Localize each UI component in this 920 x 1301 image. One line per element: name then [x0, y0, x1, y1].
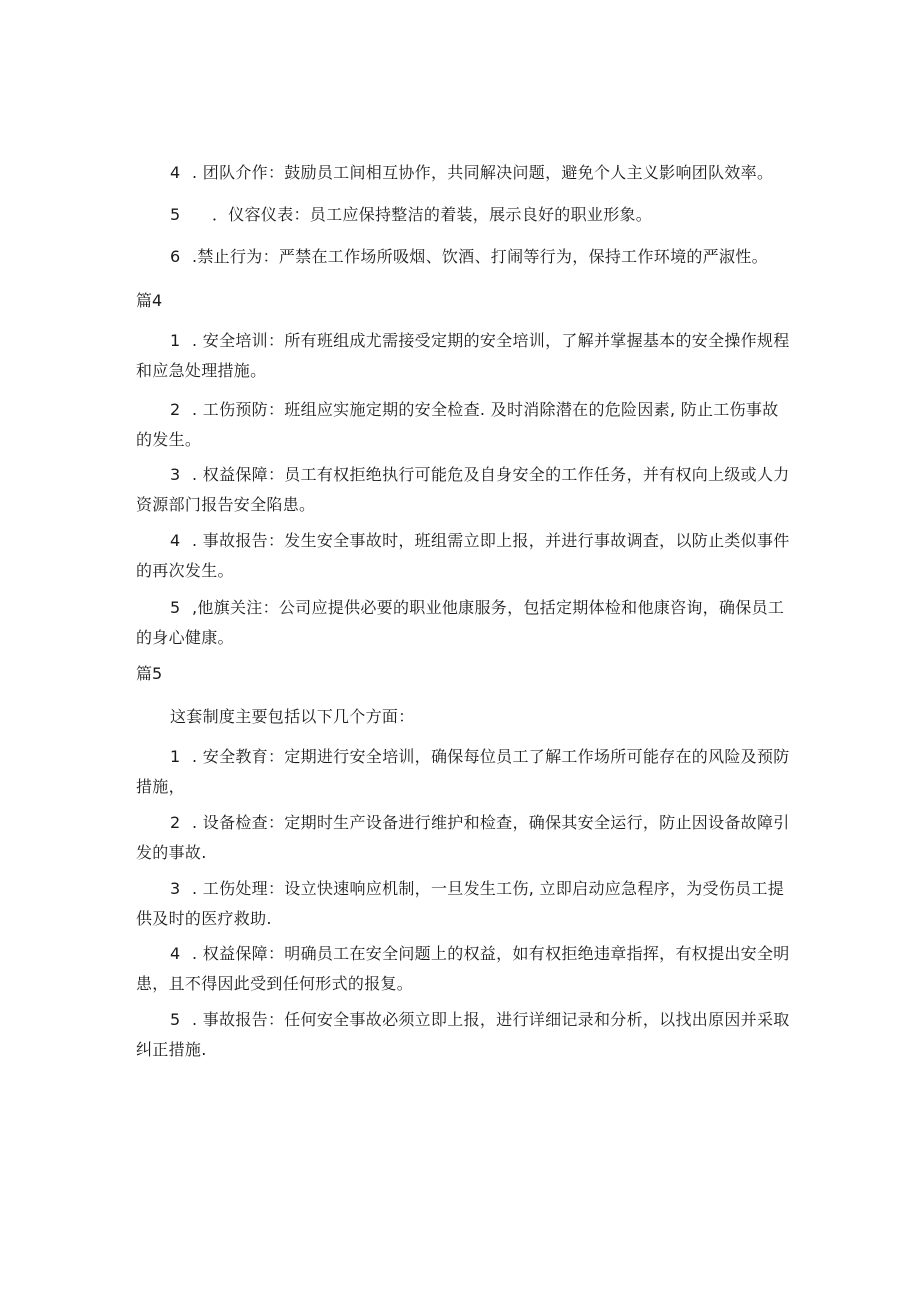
section-intro: 这套制度主要包括以下几个方面： — [170, 707, 415, 726]
item-number: 2 — [170, 400, 181, 419]
item-number: 3 — [170, 465, 181, 484]
item-text: ,他旗关注：公司应提供必要的职业他康服务，包括定期体检和他康咨询，确保员工的身心健康。 — [136, 598, 785, 647]
list-item — [136, 939, 792, 999]
item-number: 5 — [170, 598, 181, 617]
section-heading: 篇4 — [136, 291, 163, 310]
item-text: . 安全培训：所有班组成尤需接受定期的安全培训，了解并掌握基本的安全操作规程和应急处理措施。 — [136, 331, 790, 380]
item-number: 1 — [170, 747, 181, 766]
item-text: ．仪容仪表：员工应保持整洁的着装，展示良好的职业形象。 — [212, 205, 653, 224]
list-item — [136, 395, 792, 455]
item-text: . 安全教育：定期进行安全培训，确保每位员工了解工作场所可能存在的风险及预防措施， — [136, 747, 790, 796]
list-item — [136, 874, 792, 934]
list-item — [136, 808, 792, 868]
list-item — [170, 205, 652, 225]
list-item — [136, 326, 792, 386]
list-item — [136, 526, 792, 586]
item-text: . 工伤处理：设立快速响应机制，一旦发生工伤, 立即启动应急程序，为受伤员工提供及时的医疗救助. — [136, 879, 785, 928]
item-text: .禁止行为：严禁在工作场所吸烟、饮酒、打闹等行为，保持工作环境的严淑性。 — [192, 247, 768, 266]
item-number: 6 — [170, 247, 181, 266]
section-heading: 篇5 — [136, 664, 163, 683]
item-number: 4 — [170, 944, 181, 963]
item-number: 4 — [170, 531, 181, 550]
item-number: 4 — [170, 163, 181, 182]
item-number: 2 — [170, 813, 181, 832]
item-text: . 权益保障：明确员工在安全问题上的权益，如有权拒绝违章指挥，有权提出安全明患，且不得因此受到任何形式的报复。 — [136, 944, 790, 993]
list-item — [170, 163, 773, 183]
item-text: . 事故报告：发生安全事故时，班组需立即上报，并进行事故调査，以防止类似事件的再次发生。 — [136, 531, 790, 580]
item-text: . 事故报告：任何安全事故必须立即上报，进行详细记录和分析，以找出原因并采取纠正措施. — [136, 1010, 790, 1059]
list-item — [136, 460, 792, 520]
item-text: . 团队介作：鼓励员工间相互协作，共同解决问题，避免个人主义影响团队效率。 — [192, 163, 774, 182]
list-item — [136, 593, 792, 653]
list-item — [136, 742, 792, 802]
item-number: 3 — [170, 879, 181, 898]
list-item — [170, 247, 768, 267]
item-text: . 权益保障：员工有权拒绝执行可能危及自身安全的工作任务，并有权向上级或人力资源部门报告安全陷患。 — [136, 465, 790, 514]
item-number: 5 — [170, 1010, 181, 1029]
item-number: 5 — [170, 205, 181, 224]
item-text: . 工伤预防：班组应实施定期的安全检查. 及时消除潜在的危险因素, 防止工伤事故的发生。 — [136, 400, 779, 449]
list-item — [136, 1005, 792, 1065]
item-text: . 设备检查：定期时生产设备进行维护和检查，确保其安全运行，防止因设备故障引发的事故. — [136, 813, 790, 862]
item-number: 1 — [170, 331, 181, 350]
